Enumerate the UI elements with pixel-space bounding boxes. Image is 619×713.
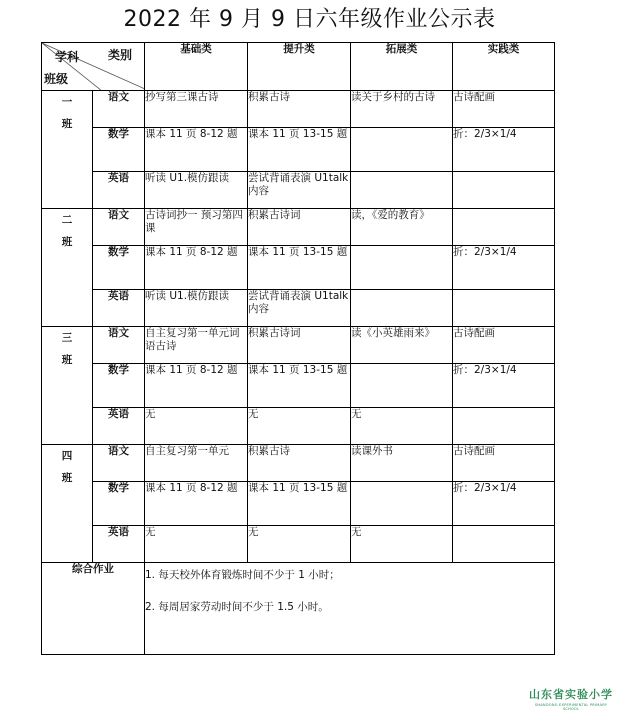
table-row (42, 290, 555, 327)
table-row (42, 408, 555, 445)
table-row (42, 91, 555, 128)
homework-cell (453, 209, 555, 246)
subject-cell: 英语 (93, 172, 145, 209)
subject-cell: 英语 (93, 408, 145, 445)
homework-cell: 课本 11 页 13-15 题 (248, 364, 351, 408)
subject-cell: 语文 (93, 445, 145, 482)
class-name-char: 二 (61, 214, 73, 226)
homework-cell (351, 128, 453, 172)
homework-cell: 课本 11 页 13-15 题 (248, 482, 351, 526)
homework-cell: 读关于乡村的古诗 (351, 91, 453, 128)
homework-cell: 读《小英雄雨来》 (351, 327, 453, 364)
subject-cell: 数学 (93, 364, 145, 408)
homework-cell: 积累古诗 (248, 445, 351, 482)
homework-cell: 自主复习第一单元词语古诗 (145, 327, 248, 364)
homework-cell: 无 (145, 408, 248, 445)
homework-cell: 古诗配画 (453, 327, 555, 364)
homework-cell: 听读 U1.模仿跟读 (145, 172, 248, 209)
table-row (42, 209, 555, 246)
subject-cell: 英语 (93, 526, 145, 563)
column-header-practice: 实践类 (453, 43, 555, 91)
corner-category-label: 类别 (108, 48, 133, 62)
homework-cell: 课本 11 页 8-12 题 (145, 364, 248, 408)
subject-cell: 数学 (93, 482, 145, 526)
homework-cell (351, 172, 453, 209)
homework-cell: 读课外书 (351, 445, 453, 482)
homework-cell: 折：2/3×1/4 (453, 482, 555, 526)
homework-cell (453, 526, 555, 563)
corner-class-label: 班级 (44, 72, 69, 86)
corner-subject-label: 学科 (55, 50, 80, 64)
subject-cell: 语文 (93, 209, 145, 246)
homework-cell: 课本 11 页 13-15 题 (248, 128, 351, 172)
column-header-improve: 提升类 (248, 43, 351, 91)
class-name-cell (42, 91, 93, 209)
homework-table (41, 42, 555, 655)
homework-cell: 无 (351, 526, 453, 563)
subject-cell: 数学 (93, 246, 145, 290)
homework-cell: 积累古诗词 (248, 209, 351, 246)
comprehensive-item: 1. 每天校外体育锻炼时间不少于 1 小时； (145, 569, 340, 581)
homework-cell: 听读 U1.模仿跟读 (145, 290, 248, 327)
comprehensive-content (145, 563, 555, 655)
class-name-char: 班 (61, 472, 73, 484)
homework-cell: 读，《爱的教育》 (351, 209, 453, 246)
column-header-extend: 拓展类 (351, 43, 453, 91)
column-header-basic: 基础类 (145, 43, 248, 91)
homework-cell: 课本 11 页 8-12 题 (145, 482, 248, 526)
subject-cell: 语文 (93, 91, 145, 128)
homework-cell: 无 (248, 526, 351, 563)
homework-cell: 折：2/3×1/4 (453, 364, 555, 408)
class-name-cell (42, 445, 93, 563)
header-row (42, 43, 555, 91)
class-name-char: 三 (61, 332, 73, 344)
homework-cell: 尝试背诵表演 U1talk 内容 (248, 172, 351, 209)
school-logo-text: 山东省实验小学 (529, 688, 613, 701)
homework-cell: 古诗配画 (453, 91, 555, 128)
class-name-char: 班 (61, 354, 73, 366)
class-name-char: 班 (61, 236, 73, 248)
comprehensive-label: 综合作业 (42, 563, 145, 655)
subject-cell: 英语 (93, 290, 145, 327)
table-row (42, 482, 555, 526)
homework-cell (453, 408, 555, 445)
homework-cell: 折：2/3×1/4 (453, 246, 555, 290)
table-row (42, 128, 555, 172)
table-row (42, 246, 555, 290)
class-name-cell (42, 209, 93, 327)
homework-cell: 课本 11 页 13-15 题 (248, 246, 351, 290)
homework-cell (453, 290, 555, 327)
homework-cell: 古诗配画 (453, 445, 555, 482)
subject-cell: 数学 (93, 128, 145, 172)
homework-cell (351, 290, 453, 327)
table-row (42, 327, 555, 364)
table-row (42, 526, 555, 563)
class-name-cell (42, 327, 93, 445)
homework-cell: 折：2/3×1/4 (453, 128, 555, 172)
table-row (42, 172, 555, 209)
homework-cell: 抄写第三课古诗 (145, 91, 248, 128)
school-logo (528, 686, 614, 711)
homework-cell (453, 172, 555, 209)
homework-cell: 古诗词抄一 预习第四课 (145, 209, 248, 246)
homework-cell: 积累古诗词 (248, 327, 351, 364)
homework-cell: 无 (351, 408, 453, 445)
comprehensive-item: 2. 每周居家劳动时间不少于 1.5 小时。 (145, 601, 329, 613)
homework-cell: 课本 11 页 8-12 题 (145, 246, 248, 290)
class-name-char: 四 (61, 450, 73, 462)
subject-cell: 语文 (93, 327, 145, 364)
homework-cell (351, 482, 453, 526)
homework-cell (351, 246, 453, 290)
homework-cell: 积累古诗 (248, 91, 351, 128)
homework-cell (351, 364, 453, 408)
homework-cell: 无 (248, 408, 351, 445)
comprehensive-row (42, 563, 555, 655)
class-name-char: 一 (61, 96, 73, 108)
page-title: 2022 年 9 月 9 日六年级作业公示表 (123, 7, 496, 32)
table-row (42, 445, 555, 482)
table-row (42, 364, 555, 408)
homework-cell: 无 (145, 526, 248, 563)
homework-cell: 尝试背诵表演 U1talk 内容 (248, 290, 351, 327)
school-logo-subtext: SHANDONG EXPERIMENTAL PRIMARY SCHOOL (534, 703, 608, 711)
homework-cell: 课本 11 页 8-12 题 (145, 128, 248, 172)
homework-cell: 自主复习第一单元 (145, 445, 248, 482)
class-name-char: 班 (61, 118, 73, 130)
diagonal-header-cell (42, 43, 145, 91)
